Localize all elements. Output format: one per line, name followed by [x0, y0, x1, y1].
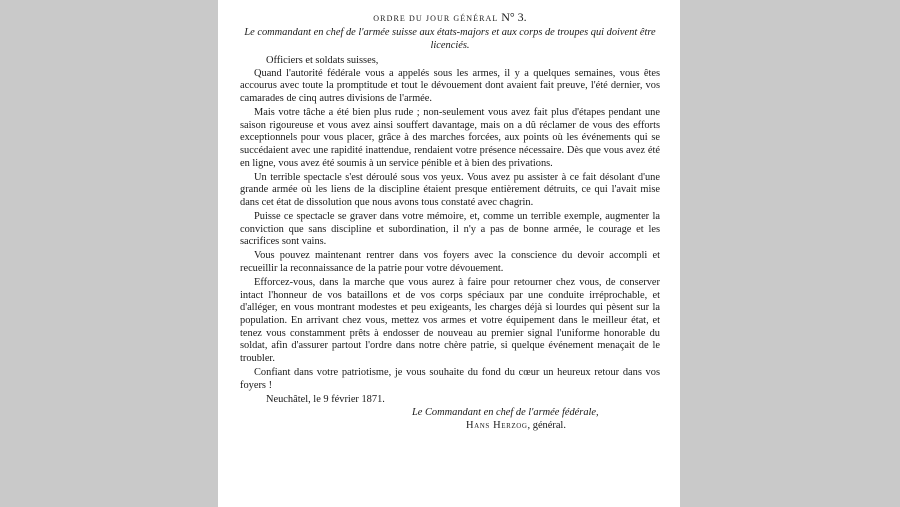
paragraph: Vous pouvez maintenant rentrer dans vos foyers avec la conscience du devoir accompli et recueillir la reconnaissance de la patrie pour votre dévouement. [240, 250, 660, 275]
order-title-text: ORDRE DU JOUR GÉNÉRAL [373, 14, 499, 23]
order-subtitle: Le commandant en chef de l'armée suisse aux états-majors et aux corps de troupes qui doivent être licenciés. [244, 27, 656, 51]
order-number: N° 3. [501, 10, 527, 24]
paragraph: Mais votre tâche a été bien plus rude ; non-seulement vous avez fait plus d'étapes pendant une saison rigoureuse et vous avez ainsi souffert davantage, mais on a dû réclamer de vous des efforts exceptionnels pour vous placer, grâce à des marches forcées, aux points où les événements qui se succédaient avec une rapidité inattendue, rendaient votre présence nécessaire. Dès que vous avez été en ligne, vous avez été soumis à un service pénible et à bien des privations. [240, 107, 660, 169]
document-page [218, 0, 680, 507]
signature-rank: , général. [527, 419, 566, 431]
paragraph: Efforcez-vous, dans la marche que vous aurez à faire pour retourner chez vous, de conserver intact l'honneur de vos bataillons et de vos corps spéciaux par une conduite irréprochable, et d'alléger, en vous montrant modestes et peu exigeants, les charges déjà si lourdes qui pèsent sur la population. En arrivant chez vous, mettez vos armes et votre équipement dans le meilleur état, et tenez vous constamment prêts à endosser de nouveau au premier signal l'uniforme honorable du soldat, afin d'assurer partout l'ordre dans notre chère patrie, si quelque événement menaçait de le troubler. [240, 277, 660, 364]
paragraph: Confiant dans votre patriotisme, je vous souhaite du fond du cœur un heureux retour dans vos foyers ! [240, 367, 660, 391]
salutation: Officiers et soldats suisses, [266, 55, 379, 67]
signature-title: Le Commandant en chef de l'armée fédérale, [412, 407, 599, 419]
signature-name: Hans Herzog [466, 419, 528, 431]
dateline: Neuchâtel, le 9 février 1871. [266, 393, 385, 405]
paragraph: Un terrible spectacle s'est déroulé sous vos yeux. Vous avez pu assister à ce fait désolant d'une grande armée où les liens de la discipline étaient presque entièrement détruits, ce qui l'avait mise dans cet état de dissolution que nous avons tous constaté avec chagrin. [240, 171, 660, 208]
paragraph: Puisse ce spectacle se graver dans votre mémoire, et, comme un terrible exemple, augmenter la conviction que sans discipline et subordination, il n'y a pas de bonne armée, le courage et les sacrifices sont vains. [240, 211, 660, 248]
signature [240, 420, 660, 433]
order-title [240, 11, 660, 25]
paragraph: Quand l'autorité fédérale vous a appelés sous les armes, il y a quelques semaines, vous êtes accourus avec toute la promptitude et tout le dévouement dont avaient fait preuve, l'été dernier, vos camarades de cinq autres divisions de l'armée. [240, 67, 660, 104]
